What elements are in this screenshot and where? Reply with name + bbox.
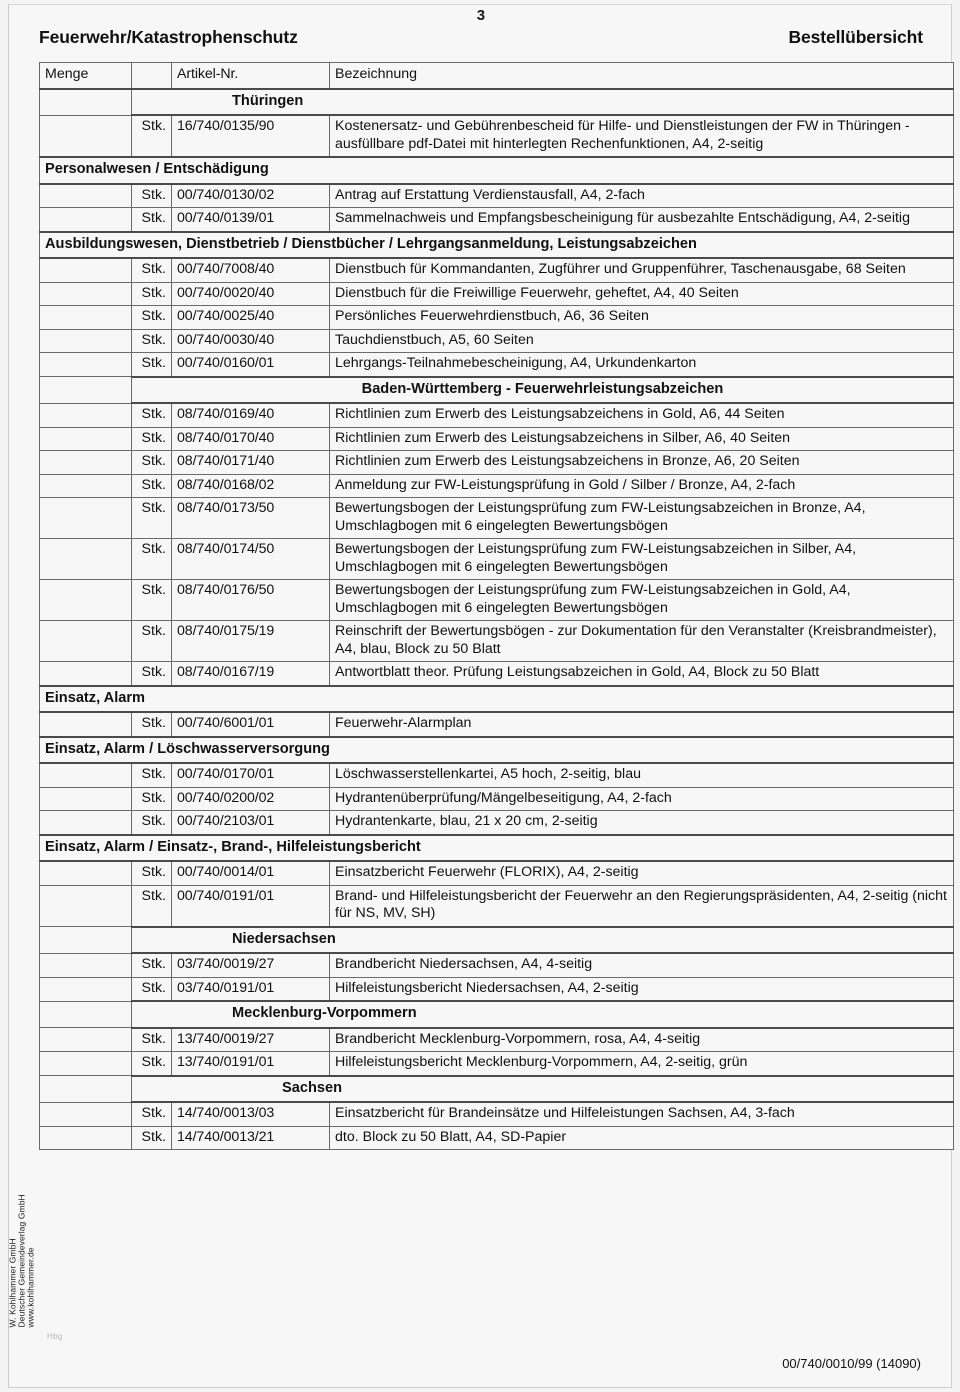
- cell-unit: Stk.: [132, 621, 172, 662]
- table-row[interactable]: [40, 580, 954, 621]
- table-row[interactable]: [40, 208, 954, 232]
- cell-description: Hydrantenkarte, blau, 21 x 20 cm, 2-seitig: [330, 811, 954, 835]
- page-content-area: [8, 4, 952, 1388]
- cell-description: Bewertungsbogen der Leistungsprüfung zum FW-Leistungsabzeichen in Gold, A4, Umschlagbogen mit 6 eingelegten Bewertungsbögen: [330, 580, 954, 621]
- document-title: Feuerwehr/Katastrophenschutz: [39, 27, 298, 47]
- region-heading-label: Baden-Württemberg - Feuerwehrleistungsabzeichen: [132, 377, 954, 404]
- cell-article-no: 08/740/0167/19: [172, 662, 330, 686]
- cell-description: Einsatzbericht Feuerwehr (FLORIX), A4, 2-seitig: [330, 861, 954, 885]
- cell-article-no: 13/740/0019/27: [172, 1028, 330, 1052]
- cell-unit: Stk.: [132, 787, 172, 811]
- table-row[interactable]: [40, 353, 954, 377]
- region-heading-row: [40, 1076, 954, 1103]
- cell-unit: Stk.: [132, 403, 172, 427]
- cell-description: Hilfeleistungsbericht Niedersachsen, A4, 2-seitig: [330, 977, 954, 1001]
- table-row[interactable]: [40, 403, 954, 427]
- cell-article-no: 08/740/0173/50: [172, 498, 330, 539]
- cell-article-no: 00/740/0030/40: [172, 329, 330, 353]
- cell-unit: Stk.: [132, 811, 172, 835]
- section-heading-row: [40, 157, 954, 184]
- table-row[interactable]: [40, 885, 954, 927]
- section-heading-row: [40, 232, 954, 259]
- cell-article-no: 08/740/0171/40: [172, 451, 330, 475]
- table-row[interactable]: [40, 861, 954, 885]
- cell-quantity[interactable]: [40, 427, 132, 451]
- cell-article-no: 00/740/0191/01: [172, 885, 330, 927]
- cell-description: Sammelnachweis und Empfangsbescheinigung für ausbezahlte Entschädigung, A4, 2-seitig: [330, 208, 954, 232]
- table-row[interactable]: [40, 474, 954, 498]
- cell-unit: Stk.: [132, 306, 172, 330]
- section-heading-label: Ausbildungswesen, Dienstbetrieb / Dienstbücher / Lehrgangsanmeldung, Leistungsabzeichen: [40, 232, 954, 259]
- cell-unit: Stk.: [132, 282, 172, 306]
- region-heading-row: [40, 377, 954, 404]
- cell-quantity[interactable]: [40, 662, 132, 686]
- cell-description: Tauchdienstbuch, A5, 60 Seiten: [330, 329, 954, 353]
- region-heading-label: Niedersachsen: [132, 927, 954, 954]
- cell-description: Antwortblatt theor. Prüfung Leistungsabzeichen in Gold, A4, Block zu 50 Blatt: [330, 662, 954, 686]
- table-row[interactable]: [40, 1052, 954, 1076]
- region-heading-spacer: [40, 1076, 132, 1103]
- cell-quantity[interactable]: [40, 306, 132, 330]
- cell-unit: Stk.: [132, 763, 172, 787]
- cell-article-no: 08/740/0174/50: [172, 539, 330, 580]
- cell-unit: Stk.: [132, 451, 172, 475]
- cell-quantity[interactable]: [40, 953, 132, 977]
- page-stamp: Hbg: [47, 1332, 63, 1341]
- cell-unit: Stk.: [132, 258, 172, 282]
- cell-description: Persönliches Feuerwehrdienstbuch, A6, 36 Seiten: [330, 306, 954, 330]
- cell-quantity[interactable]: [40, 329, 132, 353]
- cell-description: Richtlinien zum Erwerb des Leistungsabzeichens in Bronze, A6, 20 Seiten: [330, 451, 954, 475]
- table-row[interactable]: [40, 451, 954, 475]
- cell-unit: Stk.: [132, 427, 172, 451]
- cell-quantity[interactable]: [40, 282, 132, 306]
- section-heading-row: [40, 686, 954, 713]
- cell-article-no: 00/740/0170/01: [172, 763, 330, 787]
- cell-description: Bewertungsbogen der Leistungsprüfung zum FW-Leistungsabzeichen in Silber, A4, Umschlagbogen mit 6 eingelegten Bewertungsbögen: [330, 539, 954, 580]
- table-row[interactable]: [40, 329, 954, 353]
- cell-article-no: 08/740/0168/02: [172, 474, 330, 498]
- cell-unit: Stk.: [132, 861, 172, 885]
- cell-article-no: 16/740/0135/90: [172, 115, 330, 157]
- table-row[interactable]: [40, 498, 954, 539]
- cell-article-no: 14/740/0013/03: [172, 1102, 330, 1126]
- cell-unit: Stk.: [132, 712, 172, 737]
- section-heading-row: [40, 835, 954, 862]
- cell-quantity[interactable]: [40, 184, 132, 208]
- column-header-menge: Menge: [40, 63, 132, 89]
- section-heading-row: [40, 737, 954, 764]
- cell-quantity[interactable]: [40, 1126, 132, 1150]
- column-header-article-no: Artikel-Nr.: [172, 63, 330, 89]
- cell-description: Brandbericht Niedersachsen, A4, 4-seitig: [330, 953, 954, 977]
- cell-article-no: 00/740/0200/02: [172, 787, 330, 811]
- cell-description: Reinschrift der Bewertungsbögen - zur Dokumentation für den Veranstalter (Kreisbrandmeister), A4, blau, Block zu 50 Blatt: [330, 621, 954, 662]
- table-row[interactable]: [40, 427, 954, 451]
- cell-description: Feuerwehr-Alarmplan: [330, 712, 954, 737]
- cell-unit: Stk.: [132, 1102, 172, 1126]
- table-row[interactable]: [40, 953, 954, 977]
- section-heading-label: Einsatz, Alarm / Einsatz-, Brand-, Hilfeleistungsbericht: [40, 835, 954, 862]
- cell-description: Anmeldung zur FW-Leistungsprüfung in Gold / Silber / Bronze, A4, 2-fach: [330, 474, 954, 498]
- cell-quantity[interactable]: [40, 580, 132, 621]
- cell-description: Antrag auf Erstattung Verdienstausfall, A4, 2-fach: [330, 184, 954, 208]
- table-row[interactable]: [40, 811, 954, 835]
- cell-quantity[interactable]: [40, 885, 132, 927]
- cell-unit: Stk.: [132, 580, 172, 621]
- cell-unit: Stk.: [132, 539, 172, 580]
- cell-quantity[interactable]: [40, 498, 132, 539]
- region-heading-spacer: [40, 1001, 132, 1028]
- cell-unit: Stk.: [132, 184, 172, 208]
- cell-description: Hilfeleistungsbericht Mecklenburg-Vorpommern, A4, 2-seitig, grün: [330, 1052, 954, 1076]
- cell-description: Dienstbuch für die Freiwillige Feuerwehr, geheftet, A4, 40 Seiten: [330, 282, 954, 306]
- cell-description: Einsatzbericht für Brandeinsätze und Hilfeleistungen Sachsen, A4, 3-fach: [330, 1102, 954, 1126]
- cell-quantity[interactable]: [40, 712, 132, 737]
- imprint-line-3: www.kohlhammer.de: [25, 1246, 36, 1327]
- imprint-line-2: Deutscher Gemeindeverlag GmbH: [16, 1193, 27, 1327]
- cell-unit: Stk.: [132, 474, 172, 498]
- cell-article-no: 00/740/7008/40: [172, 258, 330, 282]
- cell-quantity[interactable]: [40, 1052, 132, 1076]
- table-row[interactable]: [40, 184, 954, 208]
- cell-description: Kostenersatz- und Gebührenbescheid für Hilfe- und Dienstleistungen der FW in Thüringen - ausfüllbare pdf-Datei mit hinterlegten Rechenfunktionen, A4, 2-seitig: [330, 115, 954, 157]
- table-row[interactable]: [40, 115, 954, 157]
- cell-article-no: 14/740/0013/21: [172, 1126, 330, 1150]
- cell-description: dto. Block zu 50 Blatt, A4, SD-Papier: [330, 1126, 954, 1150]
- table-row[interactable]: [40, 1102, 954, 1126]
- cell-unit: Stk.: [132, 498, 172, 539]
- cell-article-no: 03/740/0191/01: [172, 977, 330, 1001]
- region-heading-label: Mecklenburg-Vorpommern: [132, 1001, 954, 1028]
- cell-description: Brand- und Hilfeleistungsbericht der Feuerwehr an den Regierungspräsidenten, A4, 2-seitig (nicht für NS, MV, SH): [330, 885, 954, 927]
- cell-unit: Stk.: [132, 353, 172, 377]
- cell-article-no: 00/740/0139/01: [172, 208, 330, 232]
- table-row[interactable]: [40, 282, 954, 306]
- cell-article-no: 00/740/0025/40: [172, 306, 330, 330]
- cell-article-no: 08/740/0170/40: [172, 427, 330, 451]
- running-head: [39, 27, 923, 48]
- region-heading-label: Sachsen: [132, 1076, 954, 1103]
- table-row[interactable]: [40, 787, 954, 811]
- cell-description: Richtlinien zum Erwerb des Leistungsabzeichens in Gold, A6, 44 Seiten: [330, 403, 954, 427]
- cell-quantity[interactable]: [40, 353, 132, 377]
- cell-article-no: 00/740/0020/40: [172, 282, 330, 306]
- column-header-description: Bezeichnung: [330, 63, 954, 89]
- cell-quantity[interactable]: [40, 1028, 132, 1052]
- cell-quantity[interactable]: [40, 474, 132, 498]
- table-row[interactable]: [40, 712, 954, 737]
- cell-quantity[interactable]: [40, 115, 132, 157]
- section-heading-label: Personalwesen / Entschädigung: [40, 157, 954, 184]
- cell-unit: Stk.: [132, 662, 172, 686]
- publisher-imprint: [7, 1117, 41, 1327]
- table-row[interactable]: [40, 1028, 954, 1052]
- region-heading-row: [40, 1001, 954, 1028]
- column-header-unit: [132, 63, 172, 89]
- cell-description: Richtlinien zum Erwerb des Leistungsabzeichens in Silber, A6, 40 Seiten: [330, 427, 954, 451]
- cell-article-no: 00/740/0130/02: [172, 184, 330, 208]
- cell-quantity[interactable]: [40, 403, 132, 427]
- cell-article-no: 00/740/6001/01: [172, 712, 330, 737]
- table-row[interactable]: [40, 977, 954, 1001]
- table-header-row: [40, 63, 954, 89]
- cell-quantity[interactable]: [40, 258, 132, 282]
- cell-description: Bewertungsbogen der Leistungsprüfung zum FW-Leistungsabzeichen in Bronze, A4, Umschlagbogen mit 6 eingelegten Bewertungsbögen: [330, 498, 954, 539]
- cell-unit: Stk.: [132, 1028, 172, 1052]
- cell-article-no: 03/740/0019/27: [172, 953, 330, 977]
- document-subtitle: Bestellübersicht: [788, 27, 923, 47]
- cell-description: Dienstbuch für Kommandanten, Zugführer und Gruppenführer, Taschenausgabe, 68 Seiten: [330, 258, 954, 282]
- cell-quantity[interactable]: [40, 621, 132, 662]
- cell-article-no: 13/740/0191/01: [172, 1052, 330, 1076]
- cell-article-no: 08/740/0176/50: [172, 580, 330, 621]
- cell-unit: Stk.: [132, 115, 172, 157]
- table-row[interactable]: [40, 621, 954, 662]
- table-row[interactable]: [40, 763, 954, 787]
- cell-description: Brandbericht Mecklenburg-Vorpommern, rosa, A4, 4-seitig: [330, 1028, 954, 1052]
- cell-quantity[interactable]: [40, 811, 132, 835]
- section-heading-label: Einsatz, Alarm: [40, 686, 954, 713]
- cell-unit: Stk.: [132, 329, 172, 353]
- cell-unit: Stk.: [132, 1052, 172, 1076]
- cell-unit: Stk.: [132, 977, 172, 1001]
- cell-article-no: 08/740/0175/19: [172, 621, 330, 662]
- region-heading-row: [40, 89, 954, 116]
- cell-article-no: 00/740/2103/01: [172, 811, 330, 835]
- table-row[interactable]: [40, 539, 954, 580]
- page-number: 3: [476, 7, 486, 24]
- cell-unit: Stk.: [132, 953, 172, 977]
- region-heading-label: Thüringen: [132, 89, 954, 116]
- cell-quantity[interactable]: [40, 977, 132, 1001]
- cell-quantity[interactable]: [40, 1102, 132, 1126]
- cell-quantity[interactable]: [40, 763, 132, 787]
- cell-article-no: 00/740/0014/01: [172, 861, 330, 885]
- region-heading-spacer: [40, 89, 132, 116]
- cell-quantity[interactable]: [40, 451, 132, 475]
- cell-quantity[interactable]: [40, 539, 132, 580]
- cell-unit: Stk.: [132, 885, 172, 927]
- cell-article-no: 08/740/0169/40: [172, 403, 330, 427]
- cell-description: Hydrantenüberprüfung/Mängelbeseitigung, A4, 2-fach: [330, 787, 954, 811]
- cell-quantity[interactable]: [40, 208, 132, 232]
- section-heading-label: Einsatz, Alarm / Löschwasserversorgung: [40, 737, 954, 764]
- region-heading-spacer: [40, 927, 132, 954]
- table-row[interactable]: [40, 306, 954, 330]
- cell-article-no: 00/740/0160/01: [172, 353, 330, 377]
- order-overview-table: [39, 62, 954, 1150]
- cell-unit: Stk.: [132, 208, 172, 232]
- region-heading-spacer: [40, 377, 132, 404]
- table-row[interactable]: [40, 1126, 954, 1150]
- table-row[interactable]: [40, 258, 954, 282]
- cell-unit: Stk.: [132, 1126, 172, 1150]
- imprint-line-1: W. Kohlhammer GmbH: [7, 1237, 18, 1327]
- table-row[interactable]: [40, 662, 954, 686]
- cell-description: Lehrgangs-Teilnahmebescheinigung, A4, Urkundenkarton: [330, 353, 954, 377]
- footer-article-code: 00/740/0010/99 (14090): [782, 1356, 921, 1371]
- cell-quantity[interactable]: [40, 787, 132, 811]
- region-heading-row: [40, 927, 954, 954]
- cell-quantity[interactable]: [40, 861, 132, 885]
- cell-description: Löschwasserstellenkartei, A5 hoch, 2-seitig, blau: [330, 763, 954, 787]
